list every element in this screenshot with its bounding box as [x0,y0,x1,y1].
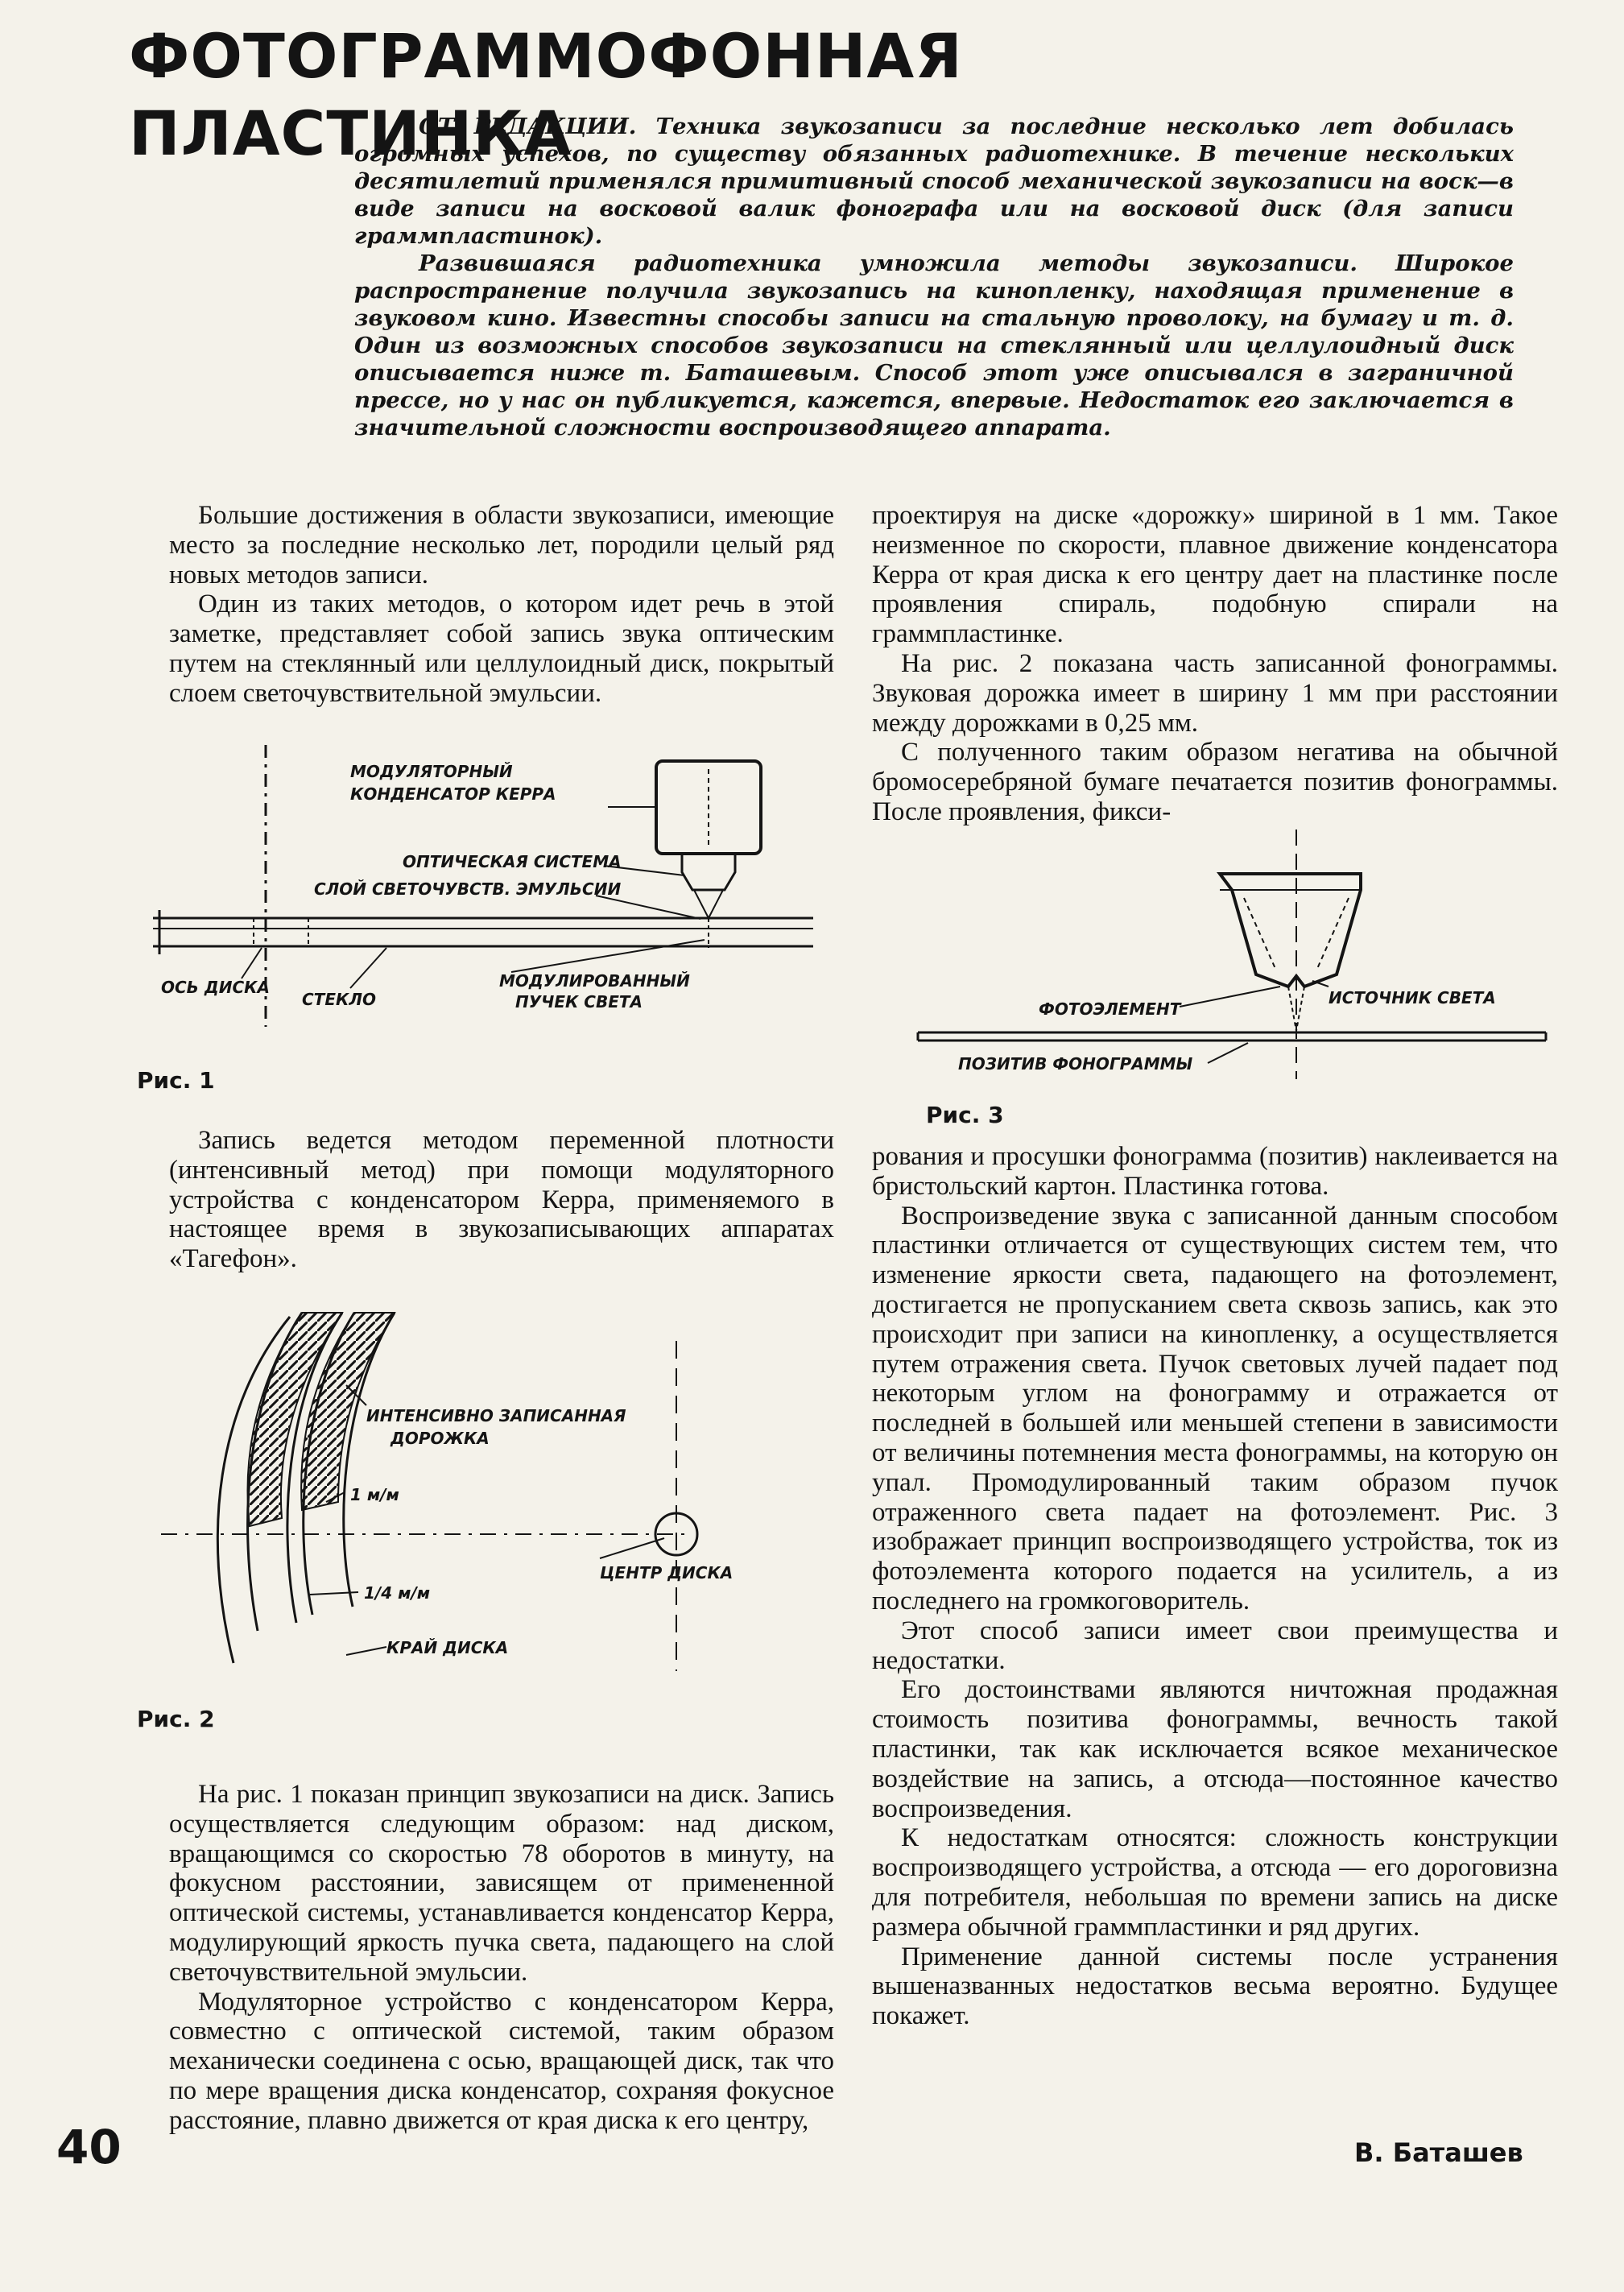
left-column-middle [169,1126,834,1274]
fig1-optical-system [682,854,735,890]
fig2-label-track-line1: ИНТЕНСИВНО ЗАПИСАННАЯ [366,1406,626,1425]
figure-3-diagram [910,821,1554,1087]
fig2-label-quarter-mm: 1/4 м/м [364,1583,431,1603]
fig1-label-axis: ОСЬ ДИСКА [161,978,270,997]
fig1-label-kerr-line2: КОНДЕНСАТОР КЕРРА [350,784,556,804]
fig3-label-light: ИСТОЧНИК СВЕТА [1329,988,1496,1007]
body-paragraph: Этот способ записи имеет свои преимущества и недостатки. [872,1616,1558,1675]
body-paragraph: Модуляторное устройство с конденсатором Керра, совместно с оптической системой, таким образом механически соединена с осью, вращающей диск, так что по мере вращения диска конденсатор, сохраняя фокусное расстояние, плавно движется от края диска к его центру, [169,1987,834,2135]
fig1-label-beam-line2: ПУЧЕК СВЕТА [515,992,643,1012]
body-paragraph: Один из таких методов, о котором идет речь в этой заметке, представляет собой запись звука оптическим путем на стеклянный или целлулоидный диск, покрытый слоем светочувствительной эмульсии. [169,590,834,708]
fig1-label-emulsion: СЛОЙ СВЕТОЧУВСТВ. ЭМУЛЬСИИ [314,879,622,899]
fig2-label-track-line2: ДОРОЖКА [391,1429,490,1448]
body-paragraph: Большие достижения в области звукозаписи, имеющие место за последние несколько лет, породили целый ряд новых методов записи. [169,501,834,590]
fig1-label-optics: ОПТИЧЕСКАЯ СИСТЕМА [403,852,622,871]
left-column-top [169,501,834,709]
article-title: ФОТОГРАММОФОННАЯ ПЛАСТИНКА [129,20,963,169]
figure-1-caption: Рис. 1 [137,1067,215,1094]
page-number: 40 [56,2120,122,2174]
body-paragraph: На рис. 1 показан принцип звукозаписи на диск. Запись осуществляется следующим образом: над диском, вращающимся со скоростью 78 оборотов в минуту, на фокусном расстоянии, зависящем от примененной оптической системы, устанавливается конденсатор Керра, модулирующий яркость пучка света, падающего на слой светочувствительной эмульсии. [169,1780,834,1987]
body-paragraph: С полученного таким образом негатива на обычной бромосеребряной бумаге печатается позитив фонограммы. После проявления, фикси- [872,738,1558,826]
body-paragraph: К недостаткам относятся: сложность конструкции воспроизводящего устройства, а отсюда — его дороговизна для потребителя, небольшая по времени запись на диске размера обычной граммпластинки и ряд других. [872,1823,1558,1942]
fig2-label-edge: КРАЙ ДИСКА [386,1638,509,1657]
body-paragraph: Воспроизведение звука с записанной данным способом пластинки отличается от существующих систем тем, что изменение яркости света, падающего на фотоэлемент, достигается не пропусканием света сквозь запись, как это происходит при записи на кинопленку, а осуществляется путем отражения света. Пучок световых лучей падает под некоторым углом на фонограмму и отражается от последней в большей или меньшей степени в зависимости от величины потемнения места фонограммы, на которую он упал. Промодулированный таким образом пучок отраженного света падает на фотоэлемент. Рис. 3 изображает принцип воспроизводящего устройства, ток из фотоэлемента которого подается на усилитель, а из последнего на громкоговоритель. [872,1201,1558,1616]
figure-1-diagram [145,737,829,1035]
fig2-label-1mm: 1 м/м [350,1485,399,1504]
right-column-bottom [872,1142,1558,2031]
author-signature: В. Баташев [1354,2137,1523,2168]
fig2-label-center: ЦЕНТР ДИСКА [600,1563,733,1582]
right-column-top [872,501,1558,827]
body-paragraph: Запись ведется методом переменной плотности (интенсивный метод) при помощи модуляторного устройства с конденсатором Керра, применяемого в настоящее время в звукозаписывающих аппаратах «Тагефон». [169,1126,834,1274]
left-column-bottom [169,1780,834,2136]
body-paragraph: Применение данной системы после устранения вышеназванных недостатков весьма вероятно. Будущее покажет. [872,1942,1558,2031]
editorial-intro [354,113,1514,441]
figure-1 [145,737,829,1035]
body-paragraph: проектируя на диске «дорожку» шириной в 1 мм. Такое неизменное по скорости, плавное движение конденсатора Керра от края диска к его центру дает на пластинке после проявления спираль, подобную спирали на граммпластинке. [872,501,1558,649]
fig1-label-glass: СТЕКЛО [302,990,376,1009]
fig1-label-beam-line1: МОДУЛИРОВАННЫЙ [499,971,690,991]
body-paragraph: рования и просушки фонограмма (позитив) наклеивается на бристольский картон. Пластинка готова. [872,1142,1558,1201]
figure-3-caption: Рис. 3 [926,1102,1004,1128]
figure-3 [910,821,1554,1087]
fig1-label-kerr-line1: МОДУЛЯТОРНЫЙ [350,762,513,781]
body-paragraph: На рис. 2 показана часть записанной фонограммы. Звуковая дорожка имеет в ширину 1 мм при расстоянии между дорожками в 0,25 мм. [872,648,1558,738]
figure-2 [153,1293,829,1695]
intro-paragraph: Развившаяся радиотехника умножила методы звукозаписи. Широкое распространение получила звукозапись на кинопленку, находящая применение в звуковом кино. Известны способы записи на стальную проволоку, на бумагу и т. д. Один из возможных способов звукозаписи на стеклянный или целлулоидный диск описывается ниже т. Баташевым. Способ этот уже описывался в заграничной прессе, но у нас он публикуется, кажется, впервые. Недостаток его заключается в значительной сложности воспроизводящего аппарата. [354,250,1514,441]
body-paragraph: Его достоинствами являются ничтожная продажная стоимость позитива фонограммы, вечность такой пластинки, так как исключается всякое механическое воздействие на запись, а отсюда—постоянное качество воспроизведения. [872,1675,1558,1823]
fig3-label-photocell: ФОТОЭЛЕМЕНТ [1039,999,1181,1019]
fig3-label-positive: ПОЗИТИВ ФОНОГРАММЫ [958,1054,1193,1074]
intro-paragraph: ОТ РЕДАКЦИИ. Техника звукозаписи за последние несколько лет добилась огромных успехов, по существу обязанных радиотехнике. В течение нескольких десятилетий применялся примитивный способ механической звукозаписи на воск—в виде записи на восковой валик фонографа или на восковой диск (для записи граммпластинок). [354,114,1514,249]
figure-2-diagram [153,1293,829,1695]
figure-2-caption: Рис. 2 [137,1706,215,1732]
